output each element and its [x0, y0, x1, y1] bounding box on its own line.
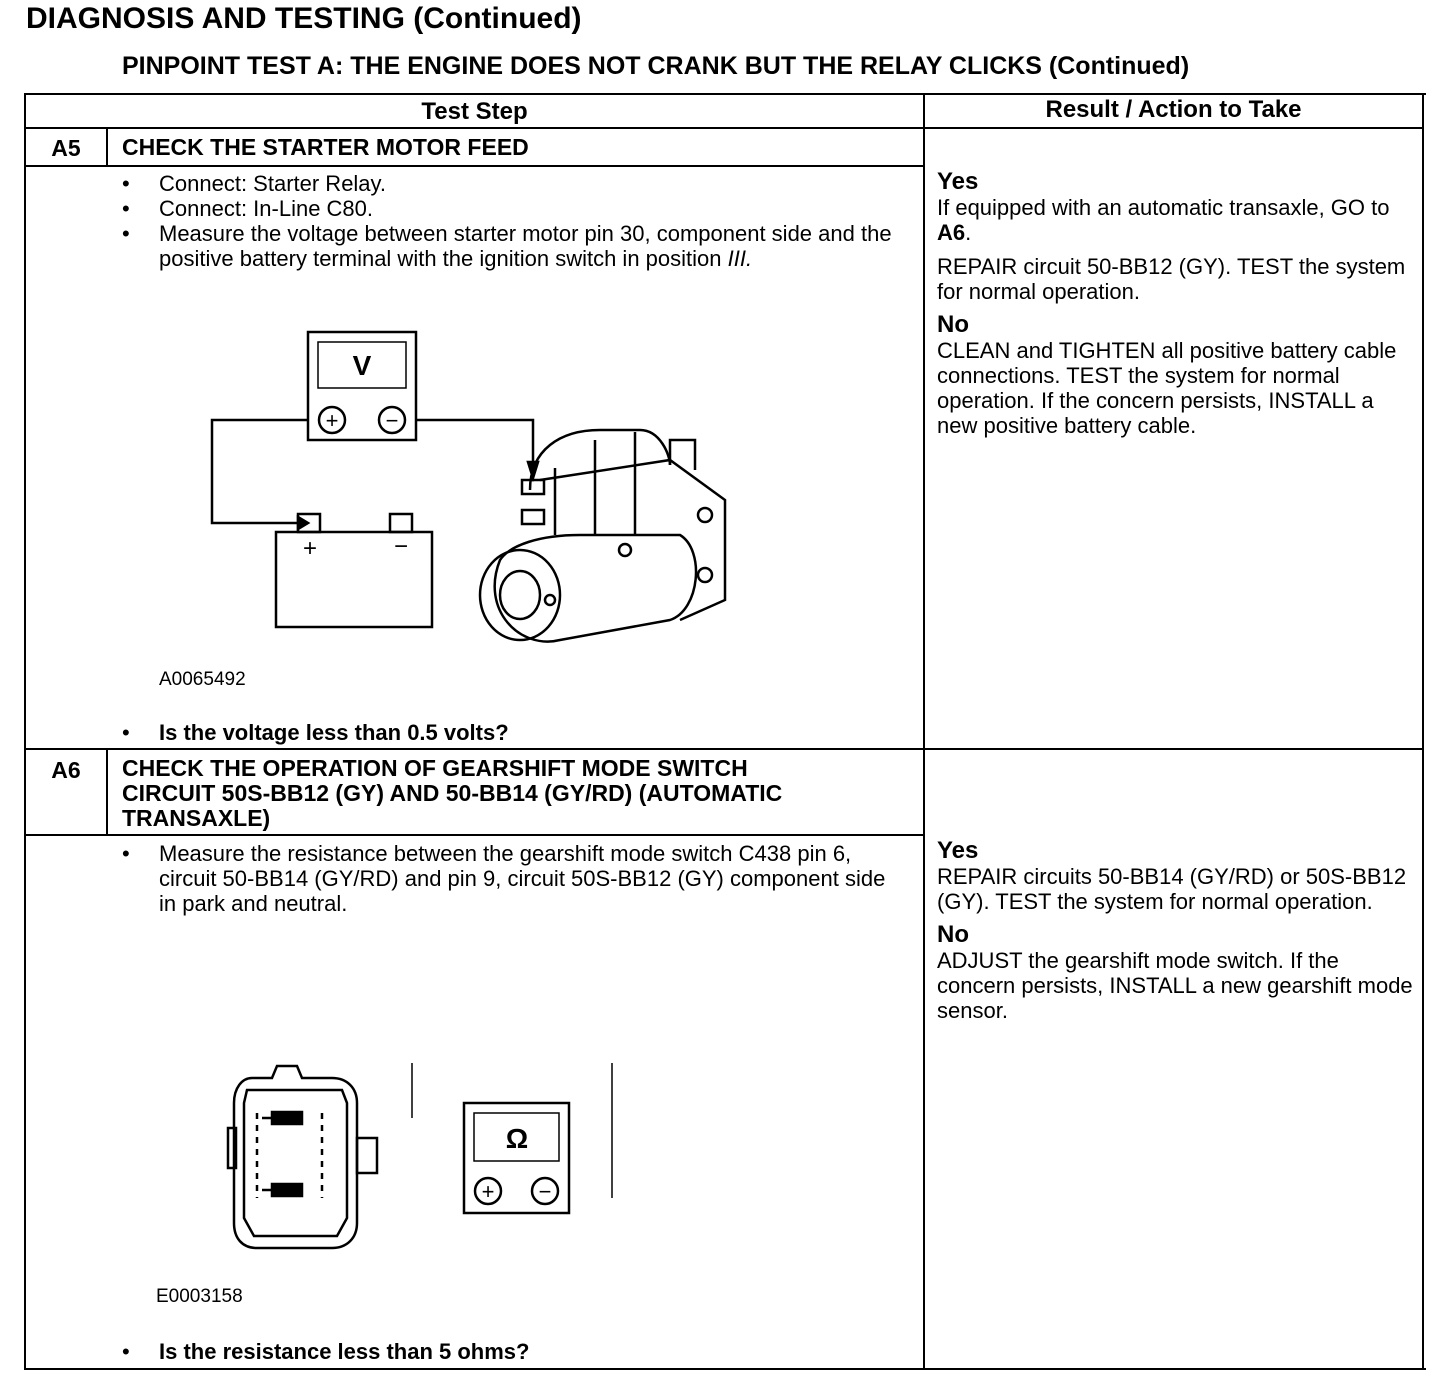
no-label: No [937, 311, 969, 338]
ignition-position: III. [727, 246, 753, 271]
yes-label: Yes [937, 168, 979, 195]
battery-icon [276, 532, 432, 627]
meter-plus: + [325, 408, 339, 433]
goto-step-link[interactable]: A6 [937, 220, 966, 245]
yes-action: If equipped with an automatic transaxle, GO to A6. [937, 195, 1390, 245]
step-question-a5: • Is the voltage less than 0.5 volts? [122, 720, 509, 746]
result-a5 [937, 169, 1419, 438]
list-item: • Measure the resistance between the gearshift mode switch C438 pin 6, circuit 50-BB14 (GY/RD) and pin 9, circuit 50S-BB12 (GY) component side in park and neutral. [122, 841, 897, 916]
step-question-a6: • Is the resistance less than 5 ohms? [122, 1339, 529, 1365]
no-action: CLEAN and TIGHTEN all positive battery cable connections. TEST the system for normal operation. If the concern persists, INSTALL a new positive battery cable. [937, 338, 1397, 438]
meter-minus: − [385, 408, 399, 433]
list-item: • Connect: In-Line C80. [122, 196, 892, 221]
ohmmeter-icon [464, 1103, 569, 1213]
step-instructions-a6 [122, 841, 897, 916]
step-id-a5: A5 [51, 135, 81, 161]
step-instructions-a5 [122, 171, 892, 271]
resistance-test-diagram [222, 1058, 622, 1258]
page-title: DIAGNOSIS AND TESTING (Continued) [26, 2, 582, 35]
meter-minus: − [538, 1179, 552, 1204]
column-header-test-step: Test Step [421, 98, 528, 125]
step-title-a5: CHECK THE STARTER MOTOR FEED [122, 134, 529, 160]
list-item: • Connect: Starter Relay. [122, 171, 892, 196]
battery-minus: − [393, 533, 409, 560]
result-a6 [937, 838, 1419, 1023]
starter-motor-icon [480, 430, 725, 642]
figure-id-a6: E0003158 [156, 1286, 243, 1307]
meter-symbol: Ω [505, 1123, 529, 1154]
meter-symbol: V [352, 350, 372, 381]
yes-label: Yes [937, 837, 979, 864]
list-item: • Measure the voltage between starter motor pin 30, component side and the positive battery terminal with the ignition switch in position III. [122, 221, 892, 271]
connector-icon [228, 1066, 377, 1248]
no-label: No [937, 921, 969, 948]
voltage-test-diagram [200, 320, 760, 650]
page-subtitle: PINPOINT TEST A: THE ENGINE DOES NOT CRANK BUT THE RELAY CLICKS (Continued) [122, 52, 1190, 80]
no-action: ADJUST the gearshift mode switch. If the concern persists, INSTALL a new gearshift mode sensor. [937, 948, 1413, 1023]
step-id-a6: A6 [51, 757, 81, 783]
yes-action: REPAIR circuits 50-BB14 (GY/RD) or 50S-BB12 (GY). TEST the system for normal operation. [937, 864, 1407, 914]
meter-plus: + [481, 1179, 495, 1204]
yes-action-repair: REPAIR circuit 50-BB12 (GY). TEST the system for normal operation. [937, 254, 1406, 304]
column-header-result: Result / Action to Take [1045, 96, 1302, 123]
voltmeter-icon [308, 332, 416, 440]
battery-plus: + [302, 535, 318, 562]
figure-id-a5: A0065492 [159, 669, 246, 690]
step-title-a6: CHECK THE OPERATION OF GEARSHIFT MODE SWITCH CIRCUIT 50S-BB12 (GY) AND 50-BB14 (GY/RD) (AUTOMATIC TRANSAXLE) [122, 755, 783, 831]
